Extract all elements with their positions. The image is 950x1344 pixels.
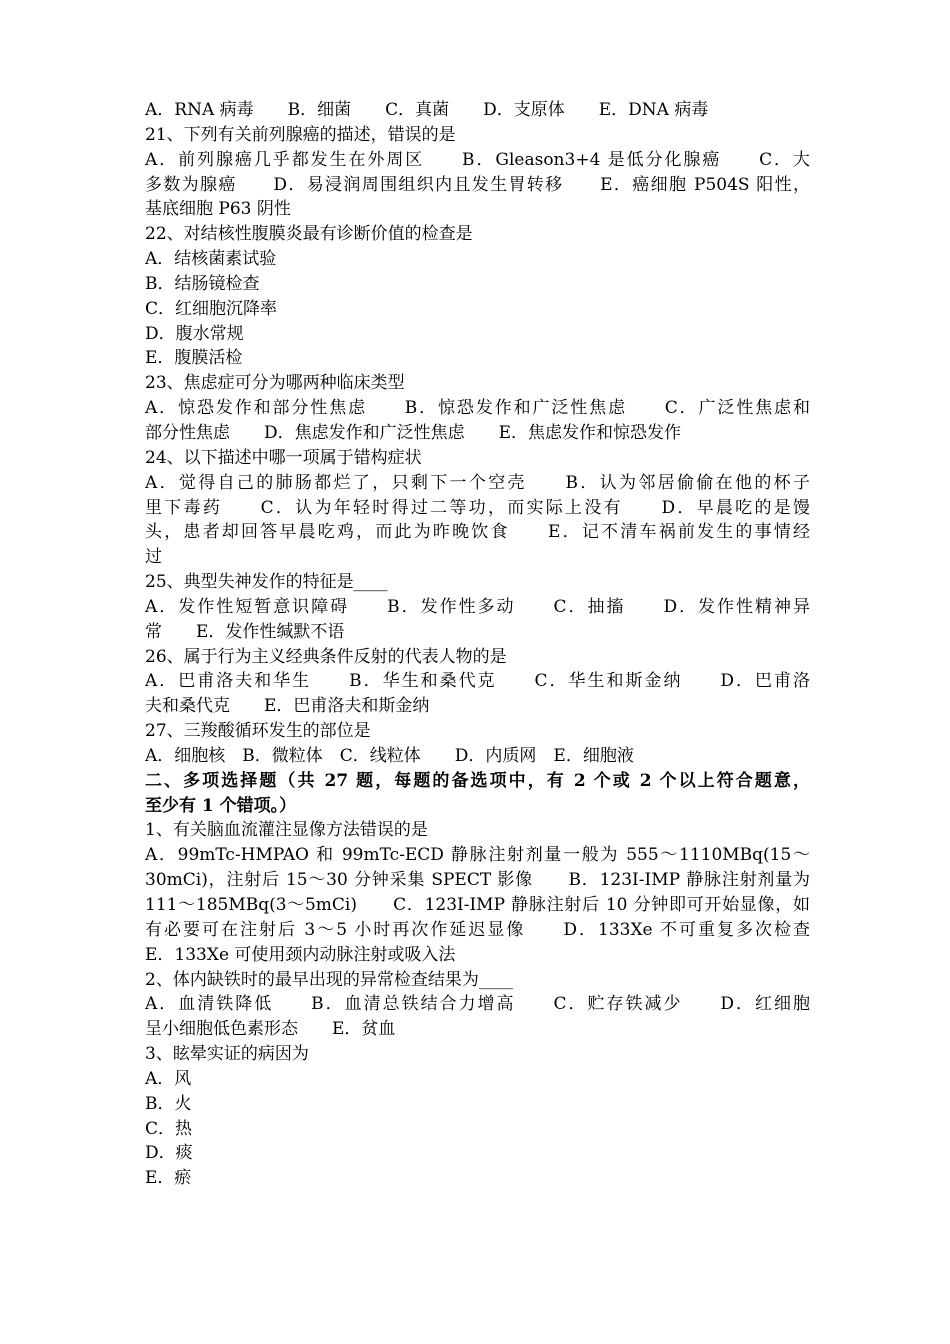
text-line: C．红细胞沉降率: [145, 298, 278, 319]
text-line: D．痰: [145, 1143, 193, 1164]
text-line: 27、三羧酸循环发生的部位是: [145, 721, 371, 742]
text-line: A．前列腺癌几乎都发生在外周区 B．Gleason3+4 是低分化腺癌 C．大: [145, 149, 810, 170]
text-line: A．觉得自己的肺肠都烂了，只剩下一个空壳 B．认为邻居偷偷在他的杯子: [145, 472, 810, 493]
text-line: 111～185MBq(3～5mCi) C．123I-IMP 静脉注射后 10 分钟即可开始显像，如: [145, 895, 810, 915]
text-line: 部分性焦虑 D．焦虑发作和广泛性焦虑 E．焦虑发作和惊恐发作: [145, 422, 682, 443]
text-line: B．火: [145, 1093, 192, 1114]
text-line: 二、多项选择题（共 27 题，每题的备选项中，有 2 个或 2 个以上符合题意，: [145, 770, 810, 791]
document-page: [145, 98, 810, 1191]
text-line: E．腹膜活检: [145, 348, 243, 369]
text-line: 26、属于行为主义经典条件反射的代表人物的是: [145, 646, 507, 667]
text-line: E．瘀: [145, 1168, 192, 1189]
text-line: D．腹水常规: [145, 323, 244, 344]
text-line: 21、下列有关前列腺癌的描述，错误的是: [145, 124, 456, 145]
text-line: 有必要可在注射后 3～5 小时再次作延迟显像 D．133Xe 不可重复多次检查: [145, 919, 810, 940]
text-line: A．结核菌素试验: [145, 249, 277, 270]
text-line: 23、焦虑症可分为哪两种临床类型: [145, 373, 405, 394]
text-line: 头，患者却回答早晨吃鸡，而此为昨晚饮食 E．记不清车祸前发生的事情经: [145, 522, 810, 543]
text-line: A．风: [145, 1068, 192, 1089]
text-line: 常 E．发作性缄默不语: [145, 621, 345, 642]
text-line: C．热: [145, 1118, 193, 1139]
text-line: A．巴甫洛夫和华生 B．华生和桑代克 C．华生和斯金纳 D．巴甫洛: [145, 671, 810, 692]
text-line: E．133Xe 可使用颈内动脉注射或吸入法: [145, 944, 456, 965]
text-line: 过: [145, 547, 162, 568]
text-line: 多数为腺癌 D．易浸润周围组织内且发生胃转移 E．癌细胞 P504S 阳性，: [145, 174, 810, 195]
text-line: 30mCi)，注射后 15～30 分钟采集 SPECT 影像 B．123I-IMP 静脉注射剂量为: [145, 870, 810, 891]
text-line: 呈小细胞低色素形态 E．贫血: [145, 1019, 396, 1040]
text-line: 22、对结核性腹膜炎最有诊断价值的检查是: [145, 224, 473, 245]
text-line: A．血清铁降低 B．血清总铁结合力增高 C．贮存铁减少 D．红细胞: [145, 994, 810, 1015]
text-line: 2、体内缺铁时的最早出现的异常检查结果为____: [145, 969, 513, 990]
text-line: 夫和桑代克 E．巴甫洛夫和斯金纳: [145, 696, 430, 717]
text-line: 25、典型失神发作的特征是____: [145, 572, 388, 593]
text-line: 3、眩晕实证的病因为: [145, 1044, 309, 1065]
text-line: 里下毒药 C．认为年轻时得过二等功，而实际上没有 D．早晨吃的是馒: [145, 497, 810, 518]
text-line: 24、以下描述中哪一项属于错构症状: [145, 447, 422, 468]
text-line: A．发作性短暂意识障碍 B．发作性多动 C．抽搐 D．发作性精神异: [145, 596, 810, 617]
text-line: 至少有 1 个错项。）: [145, 795, 297, 816]
text-line: B．结肠镜检查: [145, 273, 260, 294]
text-line: 1、有关脑血流灌注显像方法错误的是: [145, 820, 428, 841]
text-line: 基底细胞 P63 阴性: [145, 199, 291, 220]
text-line: A．细胞核 B．微粒体 C．线粒体 D．内质网 E．细胞液: [145, 745, 634, 766]
text-line: A．惊恐发作和部分性焦虑 B．惊恐发作和广泛性焦虑 C．广泛性焦虑和: [145, 398, 810, 419]
text-line: A．RNA 病毒 B．细菌 C．真菌 D．支原体 E．DNA 病毒: [145, 100, 709, 120]
text-line: A．99mTc-HMPAO 和 99mTc-ECD 静脉注射剂量一般为 555～1110MBq(15～: [145, 845, 810, 866]
